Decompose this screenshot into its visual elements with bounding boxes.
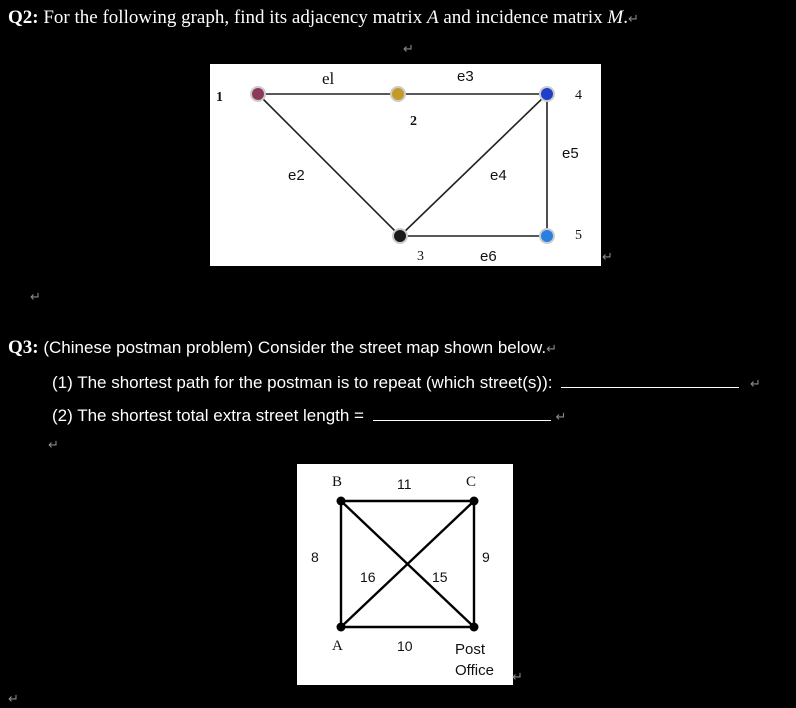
q3-label: Q3: [8,337,39,358]
weight-ap: 10 [397,638,413,654]
node-label-office: Office [455,662,494,679]
node-label-c: C [466,474,477,490]
weight-bp: 16 [360,569,376,585]
vertex-1 [251,87,265,101]
q2-var-a: A [426,7,439,28]
answer-blank-1[interactable] [561,371,739,388]
graph-svg [210,64,601,266]
q2-text-mid: and incidence matrix [438,7,608,28]
edge-label-e4: e4 [490,167,507,184]
paragraph-mark: ↵ [512,670,523,685]
node-label-a: A [332,638,343,654]
paragraph-mark: ↵ [30,290,41,305]
paragraph-mark: ↵ [546,342,557,357]
vertex-5 [540,229,554,243]
q3-item-1 [52,371,761,393]
street-map-svg [297,464,513,685]
q2-heading [8,7,639,29]
weight-ba: 8 [311,549,319,565]
node-a [337,623,346,632]
q3-item-2-text: (2) The shortest total extra street length = [52,406,364,425]
node-c [470,497,479,506]
q3-heading [8,337,557,359]
edge-label-e1: el [322,69,335,88]
vertex-label-5: 5 [575,228,582,243]
edge-label-e5: e5 [562,145,579,162]
vertex-2 [391,87,405,101]
q3-title-text: (Chinese postman problem) Consider the street map shown below. [43,338,547,357]
street-map-figure [297,464,513,685]
paragraph-mark: ↵ [627,12,639,27]
node-post-office [470,623,479,632]
weight-ac: 15 [432,569,448,585]
edge-label-e2: e2 [288,167,305,184]
edge-label-e6: e6 [480,248,497,265]
vertex-label-2: 2 [410,114,417,129]
q2-var-m: M [607,7,624,28]
vertex-label-4: 4 [575,88,582,103]
q2-label: Q2: [8,7,39,28]
q2-period: . [623,7,628,28]
vertex-label-1: 1 [216,90,223,105]
paragraph-mark: ↵ [749,377,761,392]
answer-blank-2[interactable] [373,404,551,421]
paragraph-mark: ↵ [48,438,59,453]
vertex-4 [540,87,554,101]
node-label-b: B [332,474,343,490]
graph-figure [210,64,601,266]
paragraph-mark: ↵ [555,410,567,425]
vertex-label-3: 3 [417,249,424,264]
q3-item-2 [52,404,566,426]
node-label-post: Post [455,641,486,658]
node-b [337,497,346,506]
weight-cp: 9 [482,549,490,565]
paragraph-mark: ↵ [403,42,414,57]
edge-e2 [258,94,400,236]
paragraph-mark: ↵ [8,692,19,707]
q3-item-1-text: (1) The shortest path for the postman is to repeat (which street(s)): [52,373,553,392]
edge-label-e3: e3 [457,68,474,85]
paragraph-mark: ↵ [602,250,613,265]
weight-bc: 11 [397,476,412,492]
q2-text-start: For the following graph, find its adjacency matrix [43,7,427,28]
vertex-3 [393,229,407,243]
edge-e4 [400,94,547,236]
